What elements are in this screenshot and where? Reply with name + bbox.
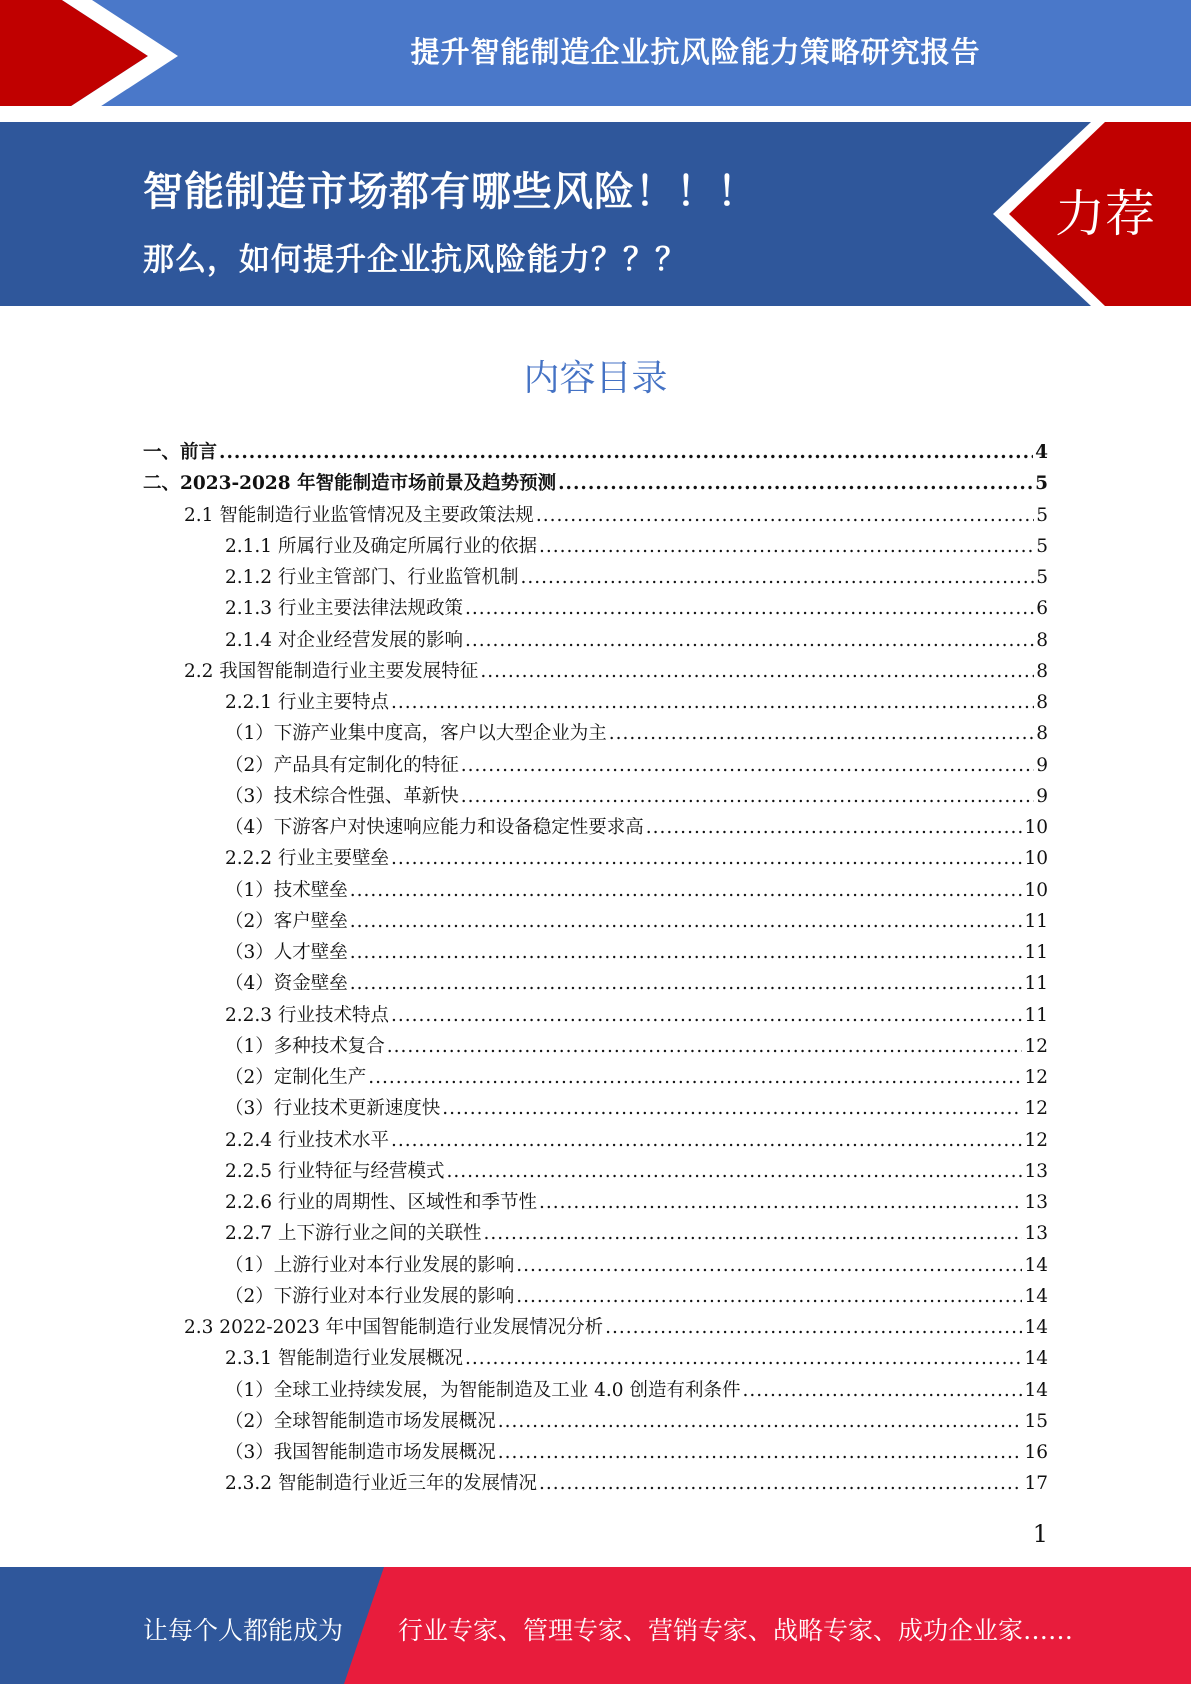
toc-entry[interactable] bbox=[143, 657, 1048, 688]
toc-entry[interactable] bbox=[143, 1032, 1048, 1063]
footer-slogan-left: 让每个人都能成为 bbox=[143, 1616, 344, 1645]
toc-dot-leader bbox=[368, 1067, 1022, 1088]
toc-dot-leader bbox=[442, 1098, 1022, 1119]
toc-entry-label: （1）全球工业持续发展，为智能制造及工业 4.0 创造有利条件 bbox=[225, 1379, 741, 1401]
toc-entry[interactable] bbox=[143, 1407, 1048, 1438]
toc-entry-label: 2.2.6 行业的周期性、区域性和季节性 bbox=[225, 1192, 537, 1213]
toc-entry-page: 14 bbox=[1024, 1285, 1048, 1307]
toc-dot-leader bbox=[465, 630, 1034, 651]
toc-entry[interactable] bbox=[143, 1251, 1048, 1282]
toc-dot-leader bbox=[391, 692, 1034, 713]
toc-entry[interactable] bbox=[143, 782, 1048, 813]
toc-entry-label: （3）技术综合性强、革新快 bbox=[225, 785, 459, 807]
toc-title: 内容目录 bbox=[523, 358, 668, 399]
toc-entry-label: （2）定制化生产 bbox=[225, 1067, 367, 1088]
toc-dot-leader bbox=[605, 1317, 1022, 1338]
toc-entry-label: （2）全球智能制造市场发展概况 bbox=[225, 1410, 496, 1432]
toc-dot-leader bbox=[516, 1255, 1022, 1276]
toc-entry[interactable] bbox=[143, 1094, 1048, 1125]
toc-dot-leader bbox=[539, 1192, 1022, 1213]
toc-entry[interactable] bbox=[143, 1344, 1048, 1375]
toc-entry[interactable] bbox=[143, 1188, 1048, 1219]
toc-dot-leader bbox=[483, 1223, 1022, 1244]
toc-entry-label: （1）多种技术复合 bbox=[225, 1035, 385, 1057]
toc-dot-leader bbox=[742, 1380, 1022, 1401]
footer-slogan-right: 行业专家、管理专家、营销专家、战略专家、成功企业家…… bbox=[398, 1616, 1074, 1645]
toc-entry[interactable] bbox=[143, 876, 1048, 907]
toc-entry-page: 11 bbox=[1024, 1004, 1048, 1026]
toc-dot-leader bbox=[391, 1130, 1022, 1151]
toc-entry[interactable] bbox=[143, 1001, 1048, 1032]
toc-entry[interactable] bbox=[143, 907, 1048, 938]
toc-entry-page: 5 bbox=[1035, 473, 1048, 495]
toc-entry-page: 10 bbox=[1024, 879, 1048, 901]
toc-entry[interactable] bbox=[143, 501, 1048, 532]
toc-dot-leader bbox=[465, 1348, 1022, 1369]
toc-entry-page: 11 bbox=[1024, 910, 1048, 932]
toc-entry-page: 4 bbox=[1035, 442, 1048, 463]
toc-entry-page: 12 bbox=[1024, 1098, 1048, 1120]
toc-entry-label: （1）技术壁垒 bbox=[225, 879, 348, 901]
toc-dot-leader bbox=[219, 442, 1033, 463]
toc-entry-page: 14 bbox=[1024, 1254, 1048, 1276]
toc-dot-leader bbox=[461, 786, 1034, 807]
toc-entry[interactable] bbox=[143, 532, 1048, 563]
toc-entry-label: 2.2 我国智能制造行业主要发展特征 bbox=[184, 660, 479, 682]
toc-entry-label: （1）上游行业对本行业发展的影响 bbox=[225, 1254, 515, 1276]
toc-entry-label: 2.3 2022-2023 年中国智能制造行业发展情况分析 bbox=[184, 1317, 604, 1338]
toc-entry-label: 2.2.4 行业技术水平 bbox=[225, 1129, 389, 1151]
toc-entry[interactable] bbox=[143, 1126, 1048, 1157]
toc-entry-label: （4）资金壁垒 bbox=[225, 973, 348, 995]
hero-banner bbox=[0, 122, 1191, 306]
table-of-contents bbox=[143, 438, 1048, 1501]
toc-entry-label: 2.1.4 对企业经营发展的影响 bbox=[225, 629, 463, 651]
toc-entry-page: 11 bbox=[1024, 973, 1048, 995]
toc-entry-page: 8 bbox=[1036, 660, 1048, 682]
toc-dot-leader bbox=[387, 1036, 1023, 1057]
toc-entry-page: 13 bbox=[1024, 1223, 1048, 1245]
toc-entry-label: （4）下游客户对快速响应能力和设备稳定性要求高 bbox=[225, 817, 644, 838]
toc-entry[interactable] bbox=[143, 938, 1048, 969]
toc-entry-page: 10 bbox=[1024, 848, 1048, 870]
toc-dot-leader bbox=[539, 1473, 1022, 1494]
toc-entry-page: 12 bbox=[1024, 1035, 1048, 1057]
toc-dot-leader bbox=[461, 755, 1034, 776]
toc-entry[interactable] bbox=[143, 1376, 1048, 1407]
toc-entry[interactable] bbox=[143, 969, 1048, 1000]
toc-entry-label: 2.2.1 行业主要特点 bbox=[225, 692, 389, 713]
toc-entry[interactable] bbox=[143, 1313, 1048, 1344]
toc-entry-page: 13 bbox=[1024, 1160, 1048, 1182]
toc-entry-label: （2）下游行业对本行业发展的影响 bbox=[225, 1285, 515, 1307]
toc-dot-leader bbox=[536, 505, 1034, 526]
toc-entry-page: 12 bbox=[1024, 1129, 1048, 1151]
toc-dot-leader bbox=[558, 473, 1033, 494]
toc-entry-label: 2.1 智能制造行业监管情况及主要政策法规 bbox=[184, 504, 534, 526]
toc-entry-page: 11 bbox=[1024, 942, 1048, 963]
toc-entry-page: 17 bbox=[1024, 1473, 1048, 1495]
toc-entry[interactable] bbox=[143, 563, 1048, 594]
toc-entry-page: 8 bbox=[1036, 629, 1048, 651]
toc-entry-page: 8 bbox=[1036, 723, 1048, 745]
toc-entry-label: 2.1.2 行业主管部门、行业监管机制 bbox=[225, 567, 519, 588]
toc-entry[interactable] bbox=[143, 1469, 1048, 1500]
toc-entry-label: 2.2.7 上下游行业之间的关联性 bbox=[225, 1223, 482, 1245]
toc-dot-leader bbox=[520, 567, 1034, 588]
toc-entry-label: （3）人才壁垒 bbox=[225, 942, 348, 963]
toc-entry[interactable] bbox=[143, 719, 1048, 750]
page-number: 1 bbox=[1032, 1520, 1048, 1548]
toc-entry-label: 2.2.2 行业主要壁垒 bbox=[225, 848, 389, 870]
toc-dot-leader bbox=[646, 817, 1023, 838]
toc-entry-label: 2.3.2 智能制造行业近三年的发展情况 bbox=[225, 1473, 537, 1495]
toc-entry-page: 16 bbox=[1024, 1442, 1048, 1463]
toc-entry-page: 9 bbox=[1036, 785, 1048, 807]
toc-entry-page: 10 bbox=[1024, 817, 1048, 838]
toc-entry-label: 2.2.5 行业特征与经营模式 bbox=[225, 1160, 445, 1182]
report-title: 提升智能制造企业抗风险能力策略研究报告 bbox=[410, 35, 981, 69]
toc-dot-leader bbox=[609, 723, 1034, 744]
top-banner bbox=[0, 0, 1191, 112]
toc-entry[interactable] bbox=[143, 1157, 1048, 1188]
toc-dot-leader bbox=[446, 1161, 1022, 1182]
toc-entry[interactable] bbox=[143, 813, 1048, 844]
toc-dot-leader bbox=[498, 1442, 1023, 1463]
toc-entry-label: （3）行业技术更新速度快 bbox=[225, 1098, 441, 1120]
toc-entry-label: 一、前言 bbox=[143, 442, 218, 463]
toc-entry-label: 2.2.3 行业技术特点 bbox=[225, 1004, 389, 1026]
toc-entry-page: 5 bbox=[1036, 504, 1048, 526]
toc-entry-page: 14 bbox=[1024, 1317, 1048, 1338]
toc-entry-label: 2.3.1 智能制造行业发展概况 bbox=[225, 1348, 463, 1370]
toc-entry[interactable] bbox=[143, 469, 1048, 500]
toc-dot-leader bbox=[465, 598, 1034, 619]
toc-dot-leader bbox=[539, 536, 1034, 557]
toc-entry-label: 二、2023-2028 年智能制造市场前景及趋势预测 bbox=[143, 473, 557, 495]
toc-dot-leader bbox=[516, 1286, 1022, 1307]
toc-entry[interactable] bbox=[143, 438, 1048, 469]
toc-entry-label: （1）下游产业集中度高，客户以大型企业为主 bbox=[225, 723, 607, 745]
toc-entry[interactable] bbox=[143, 626, 1048, 657]
toc-entry[interactable] bbox=[143, 594, 1048, 625]
toc-entry-label: （2）客户壁垒 bbox=[225, 910, 348, 932]
toc-dot-leader bbox=[350, 973, 1023, 994]
toc-entry-label: （3）我国智能制造市场发展概况 bbox=[225, 1442, 496, 1463]
recommend-badge: 力荐 bbox=[1055, 185, 1155, 243]
toc-entry-page: 15 bbox=[1024, 1410, 1048, 1432]
toc-entry-label: （2）产品具有定制化的特征 bbox=[225, 754, 459, 776]
footer-banner bbox=[0, 1567, 1191, 1684]
toc-entry[interactable] bbox=[143, 751, 1048, 782]
hero-headline: 智能制造市场都有哪些风险！！！ bbox=[143, 169, 758, 215]
toc-entry-page: 5 bbox=[1036, 567, 1048, 588]
toc-entry-page: 8 bbox=[1036, 692, 1048, 713]
toc-dot-leader bbox=[350, 942, 1023, 963]
hero-subheadline: 那么，如何提升企业抗风险能力？？？ bbox=[143, 242, 687, 278]
toc-entry[interactable] bbox=[143, 1063, 1048, 1094]
toc-dot-leader bbox=[498, 1411, 1023, 1432]
toc-entry-page: 6 bbox=[1036, 598, 1048, 620]
toc-entry[interactable] bbox=[143, 1282, 1048, 1313]
toc-dot-leader bbox=[391, 1005, 1022, 1026]
toc-entry[interactable] bbox=[143, 1438, 1048, 1469]
toc-entry-page: 14 bbox=[1024, 1348, 1048, 1370]
toc-entry-label: 2.1.1 所属行业及确定所属行业的依据 bbox=[225, 535, 537, 557]
toc-entry[interactable] bbox=[143, 1219, 1048, 1250]
toc-entry[interactable] bbox=[143, 844, 1048, 875]
toc-entry-page: 13 bbox=[1024, 1192, 1048, 1213]
toc-entry-page: 5 bbox=[1036, 535, 1048, 557]
toc-entry-page: 14 bbox=[1024, 1379, 1048, 1401]
toc-entry[interactable] bbox=[143, 688, 1048, 719]
toc-entry-label: 2.1.3 行业主要法律法规政策 bbox=[225, 598, 463, 620]
toc-dot-leader bbox=[391, 848, 1022, 869]
toc-entry-page: 9 bbox=[1036, 754, 1048, 776]
toc-dot-leader bbox=[350, 911, 1023, 932]
toc-dot-leader bbox=[480, 661, 1034, 682]
toc-dot-leader bbox=[350, 880, 1023, 901]
toc-entry-page: 12 bbox=[1024, 1067, 1048, 1088]
